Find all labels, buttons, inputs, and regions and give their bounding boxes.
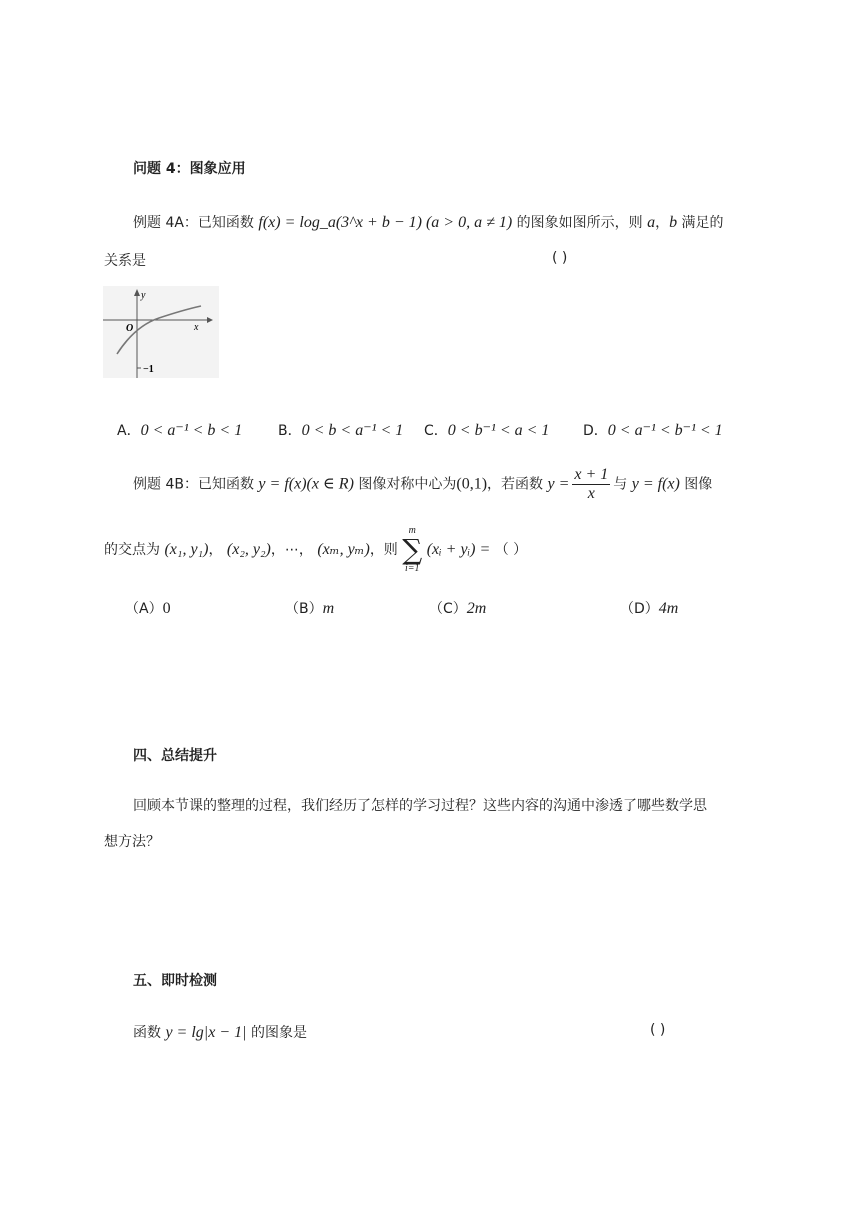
check-expr: y = lg|x − 1| [165, 1024, 247, 1041]
x-label: x [194, 322, 199, 333]
example-4b-func2: y = f(x) [631, 475, 680, 493]
sum-body: (xᵢ + yᵢ) = [426, 541, 491, 558]
example-4a-line2: 关系是 [104, 253, 146, 269]
answer-blank-4a: ( ) [552, 250, 568, 266]
example-4b-func: y = f(x)(x ∈ R) [258, 475, 354, 493]
graph-svg [103, 286, 219, 378]
point-1: (x₁, y₁) [164, 541, 209, 558]
sigma-icon: ∑ [402, 533, 423, 566]
section-heading-check: 五、即时检测 [133, 973, 217, 989]
fraction [572, 466, 610, 503]
point-m: (xₘ, yₘ) [317, 541, 370, 558]
minus-one-label: −1 [143, 364, 154, 375]
var-b: b [669, 214, 678, 231]
fraction-denominator: x [587, 485, 595, 502]
summary-line2: 想方法？ [104, 834, 160, 850]
example-4b-line1: 例题 4B：已知函数 y = f(x)(x ∈ R) 图像对称中心为(0,1)，若函数 y = $\frac{x + 1}{x}$ 与 y = f(x) 图像 [133, 466, 713, 502]
option-4a-D: D．0 < a⁻¹ < b⁻¹ < 1 [583, 422, 723, 439]
symmetry-center: (0,1) [456, 475, 488, 493]
option-4b-B: （B）m [285, 600, 335, 617]
fraction-numerator: x + 1 [574, 466, 609, 483]
option-4b-D: （D）4m [620, 600, 679, 617]
var-a: a [647, 214, 656, 231]
graph-background [103, 286, 219, 378]
example-4a-suffix2: 满足的 [681, 215, 724, 231]
section-heading-4: 问题 4：图象应用 [133, 161, 246, 177]
origin-label: O [126, 323, 134, 334]
option-4a-B: B．0 < b < a⁻¹ < 1 [278, 422, 404, 439]
example-4a-prefix: 例题 4A：已知函数 [133, 215, 254, 231]
y-label: y [141, 290, 146, 301]
separator: ， [655, 215, 670, 231]
summation: m ∑ i=1 [402, 525, 423, 574]
example-4a-function: f(x) = log_a(3^x + b − 1) (a > 0, a ≠ 1) [258, 214, 513, 231]
check-question: 函数 y = lg|x − 1| 的图象是 [133, 1024, 307, 1041]
option-4a-C: C．0 < b⁻¹ < a < 1 [424, 422, 550, 439]
example-4b-line2: 的交点为 (x₁, y₁)， (x₂, y₂)，⋯， (xₘ, yₘ)，则 m ∑ i=1 (xᵢ + yᵢ) = （ ） [104, 525, 528, 574]
section-heading-summary: 四、总结提升 [133, 748, 217, 764]
point-2: (x₂, y₂) [226, 541, 271, 558]
example-4a-line1 [133, 212, 724, 232]
option-4b-C: （C）2m [429, 600, 487, 617]
option-4b-A: （A）0 [125, 600, 171, 617]
summary-line1: 回顾本节课的整理的过程，我们经历了怎样的学习过程？这些内容的沟通中渗透了哪些数学思 [133, 798, 707, 814]
option-4a-A: A．0 < a⁻¹ < b < 1 [117, 422, 243, 439]
example-4b-prefix: 例题 4B：已知函数 [133, 476, 254, 493]
answer-blank-4b: （ ） [494, 542, 528, 558]
answer-blank-check: ( ) [650, 1022, 666, 1038]
log-function-graph [103, 286, 219, 378]
example-4a-suffix: 的图象如图所示，则 [516, 215, 643, 231]
